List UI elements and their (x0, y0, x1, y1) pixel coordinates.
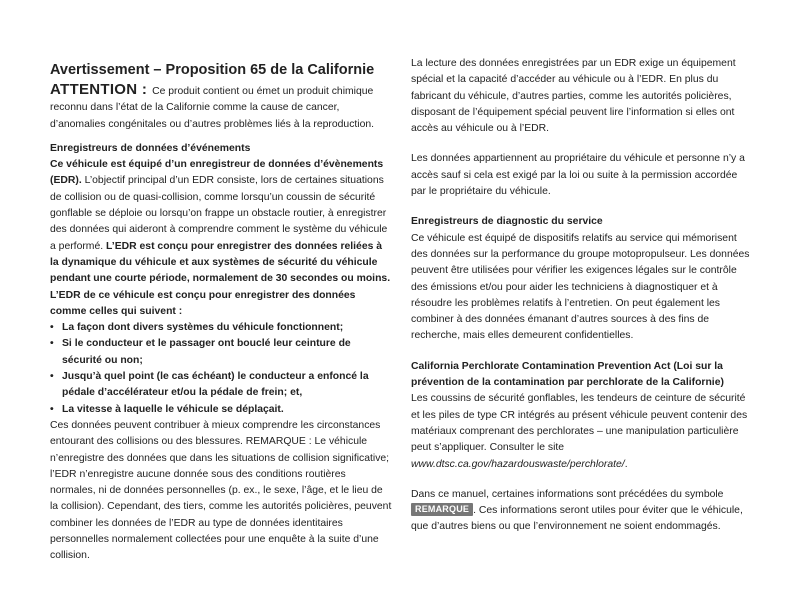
attention-label: ATTENTION : (50, 81, 148, 98)
list-item: • Si le conducteur et le passager ont bouclé leur ceinture de sécurité ou non; (50, 336, 392, 369)
edr-heading: Enregistreurs de données d’événements (50, 142, 251, 154)
edr-bold-1: Ce véhicule est équipé d’un enregistreur de données d’évènements (EDR). (50, 159, 384, 187)
edr-text-2: Ces données peuvent contribuer à mieux comprendre les circonstances entourant des collisions ou des blessures. REMARQUE : Le véhicule n’enregistre des données que dans les situations de collision significative; l’EDR n’enregistre aucune donnée sous des conditions routières normales, ni de données personnelles (p. ex., le sexe, l’âge, et le lieu de la collision). Cependant, des tiers, comme les autorités policières, peuvent combiner les données de l’EDR au type de données identitaires personnelles normalement collectées pour une enquête à la suite d’une collision. (50, 419, 392, 562)
attention-paragraph (50, 82, 392, 133)
perchlorate-paragraph (411, 391, 753, 472)
perchlorate-end: . (624, 458, 628, 470)
remarque-pre: Dans ce manuel, certaines informations sont précédées du symbole (411, 488, 724, 500)
attention-text: Ce produit contient ou émet un produit chimique reconnu dans l’état de la Californie comme la cause de cancer, d’anomalies congénitales ou d’autres problèmes liés à la reproduction. (50, 86, 375, 130)
perchlorate-url: www.dtsc.ca.gov/hazardouswaste/perchlorate/ (411, 458, 625, 470)
prop65-title: Avertissement – Proposition 65 de la Californie (50, 62, 375, 78)
right-column (411, 56, 753, 536)
edr-reading-paragraph: La lecture des données enregistrées par un EDR exige un équipement spécial et la capacité d’accéder au véhicule ou à l’EDR. En plus du fabricant du véhicule, d’autres parties, comme les autorités policières, disposant de l’équipement spécial peuvent lire l’information si elles ont accès au véhicule ou à l’EDR. (411, 58, 736, 135)
diagnostic-text: Ce véhicule est équipé de dispositifs relatifs au service qui mémorisent des données sur la performance du groupe motopropulseur. Les données peuvent être utilisées pour vérifier les exigences légales sur le contrôle des émissions et/ou pour aider les techniciens à diagnostiquer et à résoudre les problèmes relatifs à l’entretien. On peut également les combiner à des données émanant d’autres sources à des fins de recherche, mais elles demeurent confidentielles. (411, 232, 750, 342)
data-ownership-paragraph: Les données appartiennent au propriétaire du véhicule et personne n’y a accès sauf si cela est exigé par la loi ou suite à la permission accordée par le propriétaire du véhicule. (411, 153, 745, 198)
edr-text-1: L’objectif principal d’un EDR consiste, lors de certaines situations de collision ou de quasi-collision, comme lorsqu’un coussin de sécurité gonflable se déploie ou lorsqu’on frappe un obstacle routier, à enregistrer des données qui aideront à comprendre comment le système du véhicule a performé. (50, 175, 388, 252)
perchlorate-text: Les coussins de sécurité gonflables, les tendeurs de ceinture de sécurité et les piles de type CR intégrés au présent véhicule peuvent contenir des matériaux comprenant des perchlorates – une manipulation particulière peut s’appliquer. Consulter le site (411, 393, 748, 454)
left-column (50, 56, 392, 565)
perchlorate-heading: California Perchlorate Contamination Prevention Act (Loi sur la prévention de la contamination par perchlorate de la Californie) (411, 360, 724, 389)
edr-paragraph (50, 157, 392, 320)
remarque-post: . Ces informations seront utiles pour éviter que le véhicule, que d’autres biens ou que l’environnement ne soient endommagés. (411, 505, 743, 533)
list-item: • Jusqu’à quel point (le cas échéant) le conducteur a enfoncé la pédale d’accélérateur et/ou la pédale de frein; et, (50, 369, 392, 402)
remarque-paragraph (411, 487, 753, 536)
edr-bold-2: L’EDR est conçu pour enregistrer des données reliées à la dynamique du véhicule et aux systèmes de sécurité du véhicule pendant une courte période, normalement de 30 secondes ou moins. L’EDR de ce véhicule est conçu pour enregistrer des données comme celles qui suivent : (50, 240, 391, 317)
diagnostic-heading: Enregistreurs de diagnostic du service (411, 216, 603, 228)
list-item: • La vitesse à laquelle le véhicule se déplaçait. (50, 402, 392, 418)
list-item: • La façon dont divers systèmes du véhicule fonctionnent; (50, 320, 392, 336)
remarque-badge: REMARQUE (411, 503, 473, 516)
edr-data-list (50, 320, 392, 418)
